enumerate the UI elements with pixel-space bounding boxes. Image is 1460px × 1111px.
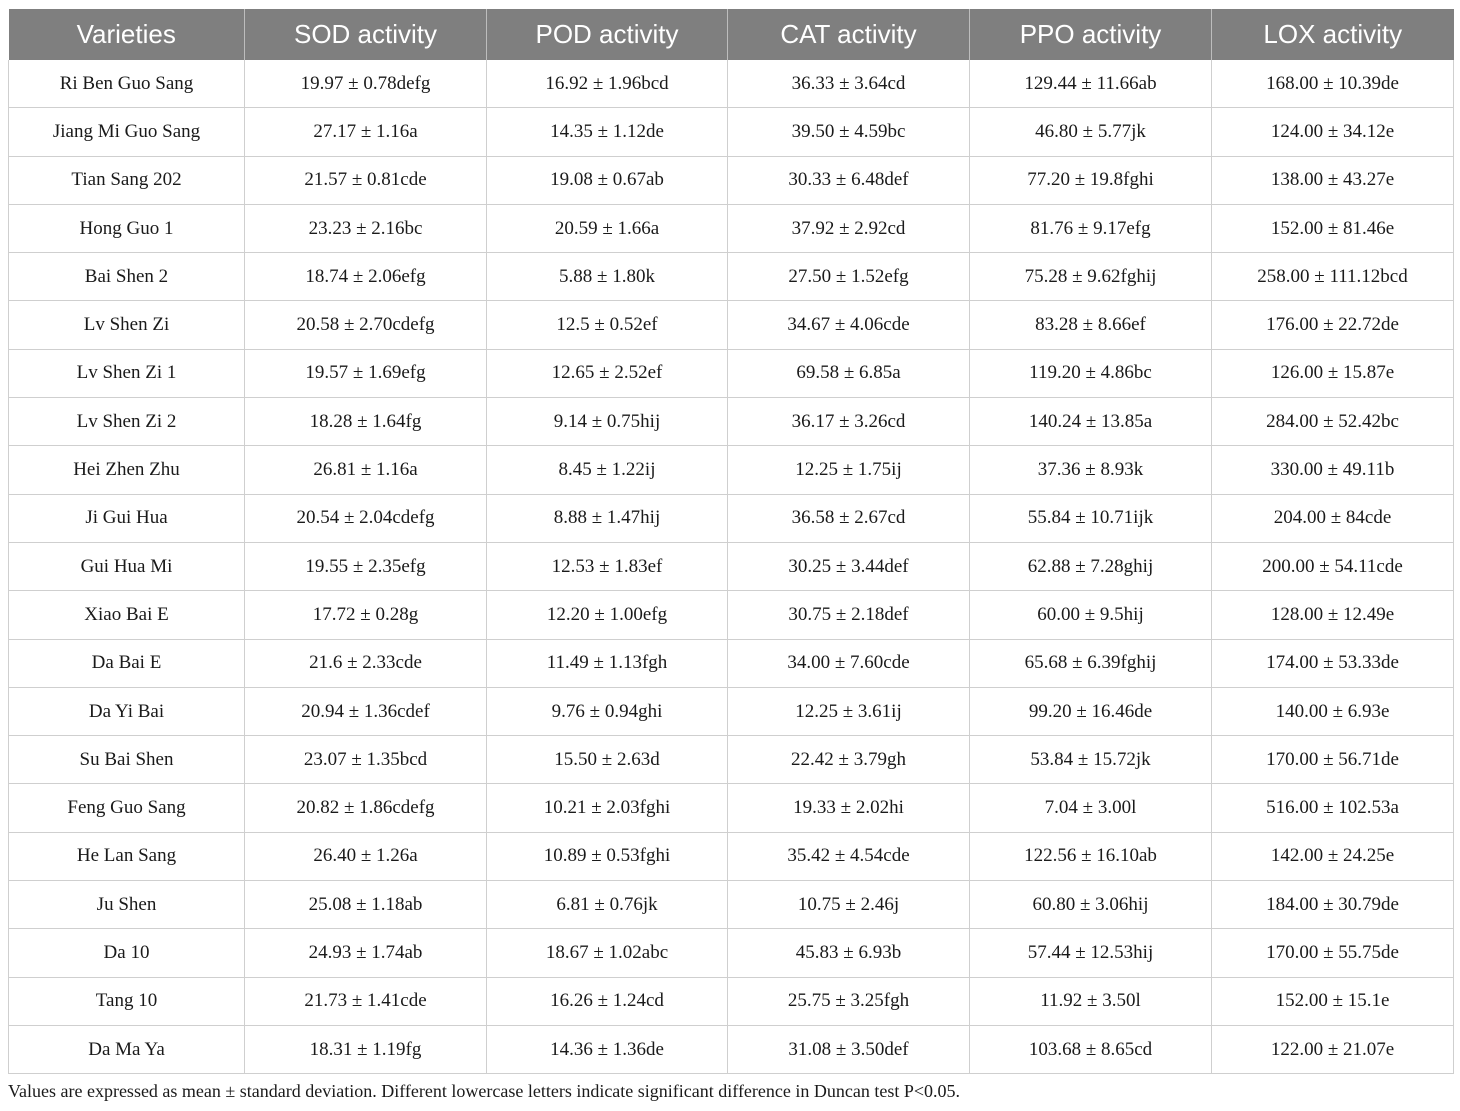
table-row [9,494,1454,542]
table-row [9,108,1454,156]
activity-value-cell: 15.50 ± 2.63d [487,736,728,784]
table-row [9,60,1454,108]
table-row [9,591,1454,639]
activity-value-cell: 14.36 ± 1.36de [487,1025,728,1073]
variety-name-cell: Lv Shen Zi 1 [9,349,245,397]
activity-value-cell: 19.57 ± 1.69efg [245,349,487,397]
activity-value-cell: 20.58 ± 2.70cdefg [245,301,487,349]
activity-value-cell: 138.00 ± 43.27e [1212,156,1454,204]
activity-value-cell: 81.76 ± 9.17efg [970,204,1212,252]
variety-name-cell: Ji Gui Hua [9,494,245,542]
activity-value-cell: 37.92 ± 2.92cd [728,204,970,252]
activity-value-cell: 36.33 ± 3.64cd [728,60,970,108]
column-header: POD activity [487,9,728,60]
activity-value-cell: 16.92 ± 1.96bcd [487,60,728,108]
activity-value-cell: 6.81 ± 0.76jk [487,881,728,929]
activity-value-cell: 126.00 ± 15.87e [1212,349,1454,397]
activity-value-cell: 30.25 ± 3.44def [728,542,970,590]
table-row [9,398,1454,446]
table-row [9,687,1454,735]
activity-value-cell: 10.21 ± 2.03fghi [487,784,728,832]
activity-value-cell: 8.88 ± 1.47hij [487,494,728,542]
activity-value-cell: 184.00 ± 30.79de [1212,881,1454,929]
activity-value-cell: 170.00 ± 56.71de [1212,736,1454,784]
activity-value-cell: 103.68 ± 8.65cd [970,1025,1212,1073]
column-header: SOD activity [245,9,487,60]
activity-value-cell: 122.00 ± 21.07e [1212,1025,1454,1073]
activity-value-cell: 200.00 ± 54.11cde [1212,542,1454,590]
activity-value-cell: 12.53 ± 1.83ef [487,542,728,590]
activity-value-cell: 27.50 ± 1.52efg [728,253,970,301]
activity-value-cell: 176.00 ± 22.72de [1212,301,1454,349]
activity-value-cell: 45.83 ± 6.93b [728,929,970,977]
activity-value-cell: 12.5 ± 0.52ef [487,301,728,349]
variety-name-cell: Xiao Bai E [9,591,245,639]
activity-value-cell: 34.67 ± 4.06cde [728,301,970,349]
activity-value-cell: 25.75 ± 3.25fgh [728,977,970,1025]
variety-name-cell: Da Yi Bai [9,687,245,735]
variety-name-cell: Da Bai E [9,639,245,687]
activity-value-cell: 12.65 ± 2.52ef [487,349,728,397]
activity-value-cell: 20.94 ± 1.36cdef [245,687,487,735]
column-header: Varieties [9,9,245,60]
variety-name-cell: Hei Zhen Zhu [9,446,245,494]
activity-value-cell: 11.92 ± 3.50l [970,977,1212,1025]
activity-value-cell: 168.00 ± 10.39de [1212,60,1454,108]
activity-value-cell: 7.04 ± 3.00l [970,784,1212,832]
activity-value-cell: 23.07 ± 1.35bcd [245,736,487,784]
activity-value-cell: 5.88 ± 1.80k [487,253,728,301]
activity-value-cell: 8.45 ± 1.22ij [487,446,728,494]
activity-value-cell: 12.25 ± 3.61ij [728,687,970,735]
table-footnote: Values are expressed as mean ± standard deviation. Different lowercase letters indicate significant difference in Duncan test P<0.05. [8,1081,961,1101]
variety-name-cell: Tang 10 [9,977,245,1025]
activity-value-cell: 65.68 ± 6.39fghij [970,639,1212,687]
variety-name-cell: Feng Guo Sang [9,784,245,832]
table-row [9,1025,1454,1073]
activity-value-cell: 204.00 ± 84cde [1212,494,1454,542]
activity-value-cell: 25.08 ± 1.18ab [245,881,487,929]
activity-value-cell: 55.84 ± 10.71ijk [970,494,1212,542]
table-row [9,929,1454,977]
activity-value-cell: 39.50 ± 4.59bc [728,108,970,156]
activity-value-cell: 18.28 ± 1.64fg [245,398,487,446]
activity-value-cell: 20.82 ± 1.86cdefg [245,784,487,832]
activity-value-cell: 19.97 ± 0.78defg [245,60,487,108]
activity-value-cell: 57.44 ± 12.53hij [970,929,1212,977]
activity-value-cell: 30.75 ± 2.18def [728,591,970,639]
activity-value-cell: 46.80 ± 5.77jk [970,108,1212,156]
activity-value-cell: 140.24 ± 13.85a [970,398,1212,446]
activity-value-cell: 10.75 ± 2.46j [728,881,970,929]
activity-value-cell: 21.73 ± 1.41cde [245,977,487,1025]
activity-value-cell: 129.44 ± 11.66ab [970,60,1212,108]
column-header: LOX activity [1212,9,1454,60]
variety-name-cell: Lv Shen Zi [9,301,245,349]
variety-name-cell: Jiang Mi Guo Sang [9,108,245,156]
table-row [9,156,1454,204]
activity-value-cell: 83.28 ± 8.66ef [970,301,1212,349]
table-row [9,204,1454,252]
activity-value-cell: 17.72 ± 0.28g [245,591,487,639]
variety-name-cell: Lv Shen Zi 2 [9,398,245,446]
activity-value-cell: 36.17 ± 3.26cd [728,398,970,446]
table-row [9,639,1454,687]
activity-value-cell: 60.00 ± 9.5hij [970,591,1212,639]
activity-value-cell: 22.42 ± 3.79gh [728,736,970,784]
activity-value-cell: 21.57 ± 0.81cde [245,156,487,204]
activity-value-cell: 27.17 ± 1.16a [245,108,487,156]
activity-value-cell: 516.00 ± 102.53a [1212,784,1454,832]
activity-value-cell: 31.08 ± 3.50def [728,1025,970,1073]
activity-value-cell: 142.00 ± 24.25e [1212,832,1454,880]
activity-value-cell: 122.56 ± 16.10ab [970,832,1212,880]
variety-name-cell: Gui Hua Mi [9,542,245,590]
table-row [9,301,1454,349]
variety-name-cell: Da 10 [9,929,245,977]
activity-value-cell: 140.00 ± 6.93e [1212,687,1454,735]
activity-value-cell: 20.54 ± 2.04cdefg [245,494,487,542]
activity-value-cell: 26.40 ± 1.26a [245,832,487,880]
table-row [9,736,1454,784]
table-row [9,253,1454,301]
activity-value-cell: 75.28 ± 9.62fghij [970,253,1212,301]
activity-value-cell: 60.80 ± 3.06hij [970,881,1212,929]
table-row [9,832,1454,880]
activity-value-cell: 77.20 ± 19.8fghi [970,156,1212,204]
activity-value-cell: 21.6 ± 2.33cde [245,639,487,687]
activity-value-cell: 170.00 ± 55.75de [1212,929,1454,977]
activity-value-cell: 16.26 ± 1.24cd [487,977,728,1025]
activity-value-cell: 119.20 ± 4.86bc [970,349,1212,397]
activity-value-cell: 18.31 ± 1.19fg [245,1025,487,1073]
activity-value-cell: 174.00 ± 53.33de [1212,639,1454,687]
activity-value-cell: 34.00 ± 7.60cde [728,639,970,687]
activity-value-cell: 53.84 ± 15.72jk [970,736,1212,784]
activity-value-cell: 152.00 ± 15.1e [1212,977,1454,1025]
activity-value-cell: 9.14 ± 0.75hij [487,398,728,446]
activity-value-cell: 18.67 ± 1.02abc [487,929,728,977]
activity-value-cell: 12.25 ± 1.75ij [728,446,970,494]
table-body [9,60,1454,1074]
activity-value-cell: 24.93 ± 1.74ab [245,929,487,977]
activity-value-cell: 23.23 ± 2.16bc [245,204,487,252]
column-header: CAT activity [728,9,970,60]
variety-name-cell: Su Bai Shen [9,736,245,784]
variety-name-cell: He Lan Sang [9,832,245,880]
activity-value-cell: 36.58 ± 2.67cd [728,494,970,542]
table-row [9,349,1454,397]
activity-value-cell: 284.00 ± 52.42bc [1212,398,1454,446]
activity-value-cell: 37.36 ± 8.93k [970,446,1212,494]
activity-value-cell: 26.81 ± 1.16a [245,446,487,494]
activity-value-cell: 19.55 ± 2.35efg [245,542,487,590]
activity-value-cell: 152.00 ± 81.46e [1212,204,1454,252]
variety-name-cell: Ri Ben Guo Sang [9,60,245,108]
activity-value-cell: 258.00 ± 111.12bcd [1212,253,1454,301]
activity-value-cell: 9.76 ± 0.94ghi [487,687,728,735]
table-row [9,446,1454,494]
variety-name-cell: Bai Shen 2 [9,253,245,301]
activity-value-cell: 18.74 ± 2.06efg [245,253,487,301]
table-header-row [9,9,1454,60]
table-row [9,784,1454,832]
enzyme-activity-table-container [8,9,1453,1074]
column-header: PPO activity [970,9,1212,60]
activity-value-cell: 35.42 ± 4.54cde [728,832,970,880]
activity-value-cell: 30.33 ± 6.48def [728,156,970,204]
activity-value-cell: 19.08 ± 0.67ab [487,156,728,204]
activity-value-cell: 62.88 ± 7.28ghij [970,542,1212,590]
activity-value-cell: 20.59 ± 1.66a [487,204,728,252]
variety-name-cell: Hong Guo 1 [9,204,245,252]
activity-value-cell: 124.00 ± 34.12e [1212,108,1454,156]
table-row [9,542,1454,590]
activity-value-cell: 11.49 ± 1.13fgh [487,639,728,687]
table-row [9,977,1454,1025]
activity-value-cell: 99.20 ± 16.46de [970,687,1212,735]
variety-name-cell: Da Ma Ya [9,1025,245,1073]
activity-value-cell: 12.20 ± 1.00efg [487,591,728,639]
enzyme-activity-table [8,9,1454,1074]
activity-value-cell: 330.00 ± 49.11b [1212,446,1454,494]
activity-value-cell: 14.35 ± 1.12de [487,108,728,156]
table-header [9,9,1454,60]
activity-value-cell: 19.33 ± 2.02hi [728,784,970,832]
variety-name-cell: Tian Sang 202 [9,156,245,204]
variety-name-cell: Ju Shen [9,881,245,929]
activity-value-cell: 10.89 ± 0.53fghi [487,832,728,880]
activity-value-cell: 69.58 ± 6.85a [728,349,970,397]
activity-value-cell: 128.00 ± 12.49e [1212,591,1454,639]
table-row [9,881,1454,929]
